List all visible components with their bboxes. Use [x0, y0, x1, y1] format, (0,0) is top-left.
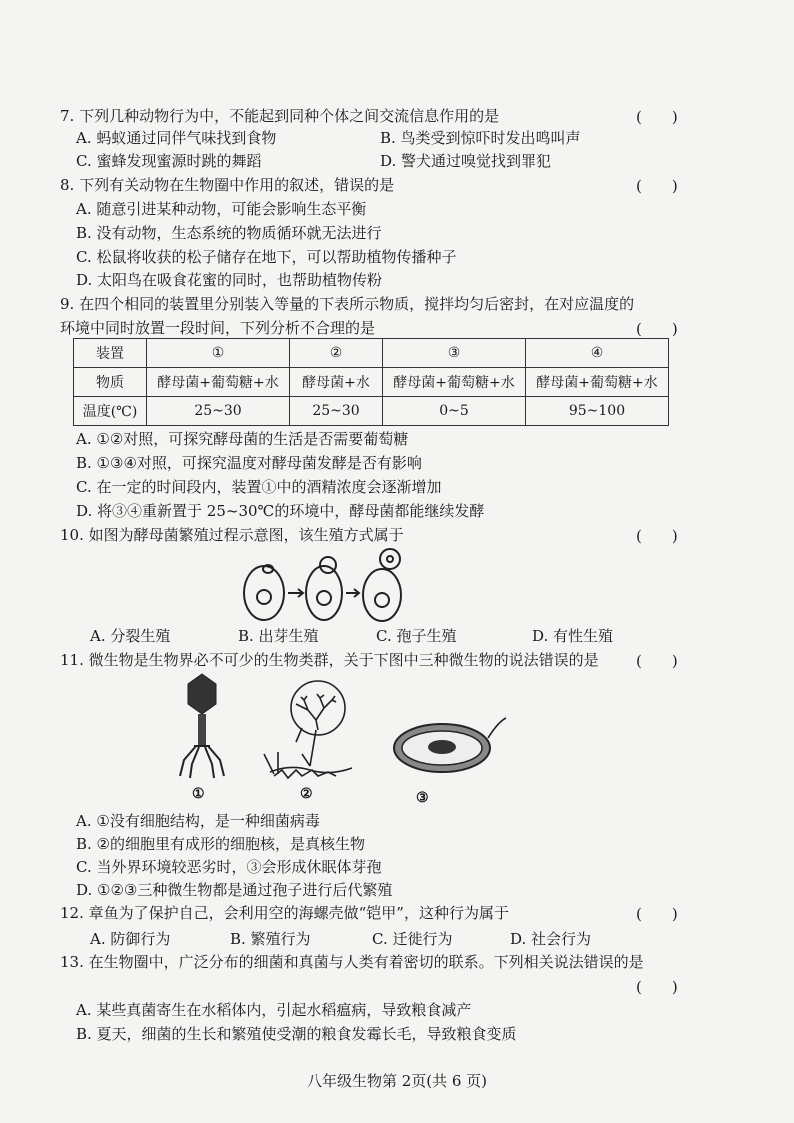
page-footer: 八年级生物第 2页(共 6 页) — [306, 1072, 488, 1090]
q7-stem: 7. 下列几种动物行为中，不能起到同种个体之间交流信息作用的是 — [60, 107, 500, 125]
q11-option-c: C. 当外界环境较恶劣时，③会形成休眠体芽孢 — [76, 858, 382, 876]
table-row — [74, 397, 669, 426]
q13-answer-paren: ( ) — [636, 978, 678, 996]
figure-label-3: ③ — [416, 790, 429, 806]
table-cell: 95~100 — [526, 397, 669, 426]
q10-stem: 10. 如图为酵母菌繁殖过程示意图，该生殖方式属于 — [60, 526, 404, 544]
q7-option-c: C. 蜜蜂发现蜜源时跳的舞蹈 — [76, 152, 262, 170]
q10-answer-paren: ( ) — [636, 527, 678, 545]
table-cell: ④ — [526, 339, 669, 368]
q7-option-b: B. 鸟类受到惊吓时发出鸣叫声 — [380, 129, 581, 147]
table-cell: 物质 — [74, 368, 147, 397]
table-cell: 酵母菌+水 — [290, 368, 383, 397]
bacterium-figure — [388, 712, 518, 782]
figure-label-1: ① — [192, 786, 205, 802]
q13-option-b: B. 夏天，细菌的生长和繁殖使受潮的粮食发霉长毛，导致粮食变质 — [76, 1025, 517, 1043]
q8-option-d: D. 太阳鸟在吸食花蜜的同时，也帮助植物传粉 — [76, 271, 383, 289]
table-cell: 装置 — [74, 339, 147, 368]
q13-option-a: A. 某些真菌寄生在水稻体内，引起水稻瘟病，导致粮食减产 — [76, 1001, 472, 1019]
q12-option-c: C. 迁徙行为 — [372, 930, 453, 948]
q10-option-c: C. 孢子生殖 — [376, 627, 457, 645]
q9-stem-line2: 环境中同时放置一段时间，下列分析不合理的是 — [60, 319, 376, 337]
q11-stem: 11. 微生物是生物界必不可少的生物类群，关于下图中三种微生物的说法错误的是 — [60, 651, 599, 669]
q12-option-d: D. 社会行为 — [510, 930, 592, 948]
table-cell: 25~30 — [290, 397, 383, 426]
q12-stem: 12. 章鱼为了保护自己，会利用空的海螺壳做“铠甲”，这种行为属于 — [60, 904, 509, 922]
q8-option-b: B. 没有动物，生态系统的物质循环就无法进行 — [76, 224, 382, 242]
q11-option-b: B. ②的细胞里有成形的细胞核，是真核生物 — [76, 835, 366, 853]
q10-option-a: A. 分裂生殖 — [90, 627, 171, 645]
q8-option-a: A. 随意引进某种动物，可能会影响生态平衡 — [76, 200, 367, 218]
q7-option-a: A. 蚂蚁通过同伴气味找到食物 — [76, 129, 277, 147]
q11-option-d: D. ①②③三种微生物都是通过孢子进行后代繁殖 — [76, 881, 393, 899]
table-cell: ③ — [383, 339, 526, 368]
table-cell: 0~5 — [383, 397, 526, 426]
q7-option-d: D. 警犬通过嗅觉找到罪犯 — [380, 152, 552, 170]
table-row — [74, 339, 669, 368]
table-cell: 酵母菌+葡萄糖+水 — [383, 368, 526, 397]
q9-table — [73, 338, 669, 426]
q11-option-a: A. ①没有细胞结构，是一种细菌病毒 — [76, 812, 320, 830]
q8-answer-paren: ( ) — [636, 177, 678, 195]
q9-option-b: B. ①③④对照，可探究温度对酵母菌发酵是否有影响 — [76, 454, 422, 472]
table-cell: 酵母菌+葡萄糖+水 — [526, 368, 669, 397]
q9-option-c: C. 在一定的时间段内，装置①中的酒精浓度会逐渐增加 — [76, 478, 442, 496]
q12-option-a: A. 防御行为 — [90, 930, 171, 948]
mold-figure — [260, 680, 360, 785]
q13-stem: 13. 在生物圈中，广泛分布的细菌和真菌与人类有着密切的联系。下列相关说法错误的是 — [60, 953, 644, 971]
figure-label-2: ② — [300, 786, 313, 802]
q10-option-d: D. 有性生殖 — [532, 627, 614, 645]
table-cell: ② — [290, 339, 383, 368]
q9-option-d: D. 将③④重新置于 25~30℃的环境中，酵母菌都能继续发酵 — [76, 502, 485, 520]
q9-stem-line1: 9. 在四个相同的装置里分别装入等量的下表所示物质，搅拌均匀后密封，在对应温度的 — [60, 295, 635, 313]
table-cell: ① — [147, 339, 290, 368]
table-cell: 25~30 — [147, 397, 290, 426]
q9-option-a: A. ①②对照，可探究酵母菌的生活是否需要葡萄糖 — [76, 430, 409, 448]
q11-answer-paren: ( ) — [636, 652, 678, 670]
q12-option-b: B. 繁殖行为 — [230, 930, 311, 948]
yeast-budding-figure — [240, 545, 410, 625]
table-row — [74, 368, 669, 397]
q8-stem: 8. 下列有关动物在生物圈中作用的叙述，错误的是 — [60, 176, 395, 194]
q8-option-c: C. 松鼠将收获的松子储存在地下，可以帮助植物传播种子 — [76, 248, 457, 266]
q9-answer-paren: ( ) — [636, 320, 678, 338]
table-cell: 温度(℃) — [74, 397, 147, 426]
bacteriophage-figure — [172, 672, 232, 782]
q7-answer-paren: ( ) — [636, 108, 678, 126]
q12-answer-paren: ( ) — [636, 905, 678, 923]
q10-option-b: B. 出芽生殖 — [238, 627, 319, 645]
table-cell: 酵母菌+葡萄糖+水 — [147, 368, 290, 397]
